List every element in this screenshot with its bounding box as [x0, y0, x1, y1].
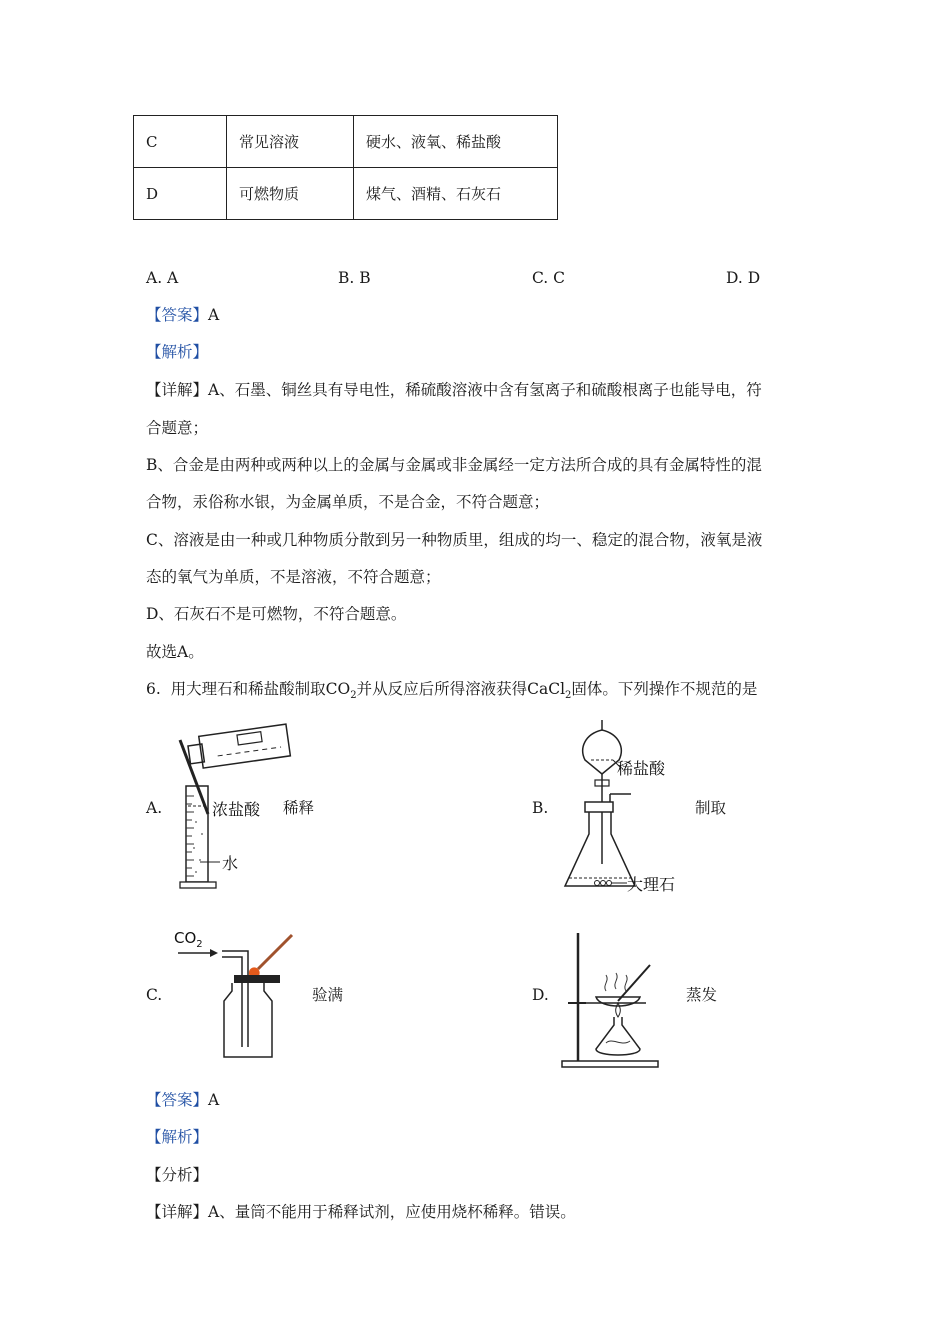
label-conc-hcl: 浓盐酸 [212, 800, 261, 819]
option-b-caption: 制取 [695, 799, 727, 817]
option-a-caption: 稀释 [283, 799, 315, 817]
detail-tag: 【详解】 [146, 381, 209, 399]
table-cell-items: 煤气、酒精、石灰石 [354, 168, 558, 220]
explanation-line: 合题意； [146, 419, 209, 437]
detail-line [146, 1202, 576, 1222]
table-row [134, 168, 558, 220]
table-cell-letter: C [134, 116, 227, 168]
option-a: A. A [146, 269, 179, 287]
table-row [134, 116, 558, 168]
question-number: 6. [146, 680, 161, 698]
option-d: D. D [726, 269, 761, 287]
analysis-tag: 【解析】 [146, 343, 209, 361]
explanation-line: B、合金是由两种或两种以上的金属与金属或非金属经一定方法所合成的具有金属特性的混 [146, 456, 762, 474]
table-cell-items: 硬水、液氧、稀盐酸 [354, 116, 558, 168]
question-table [133, 115, 558, 220]
evaporation-diagram [556, 925, 666, 1070]
analysis-tag: 【解析】 [146, 1128, 209, 1146]
answer-value: A [208, 306, 220, 324]
label-water: 水 [222, 854, 239, 873]
option-a-letter: A. [146, 799, 163, 817]
question-stem: 6. 用大理石和稀盐酸制取$CO_2$并从反应后所得溶液获得CaCl$_2$固体。下列操作不规范的是 [146, 680, 758, 702]
answer-tag: 【答案】 [146, 1091, 209, 1109]
table-cell-category: 可燃物质 [227, 168, 354, 220]
option-d-caption: 蒸发 [686, 986, 718, 1004]
explanation-line: C、溶液是由一种或几种物质分散到另一种物质里，组成的均一、稳定的混合物，液氧是液 [146, 531, 763, 549]
answer-value: A [208, 1091, 220, 1109]
option-c-letter: C. [146, 986, 163, 1004]
generation-diagram [555, 716, 705, 898]
option-c-caption: 验满 [312, 986, 344, 1004]
option-b-letter: B. [532, 799, 549, 817]
table-cell-letter: D [134, 168, 227, 220]
explanation-line: A、石墨、铜丝具有导电性，稀硫酸溶液中含有氢离子和硫酸根离子也能导电，符 [208, 381, 762, 399]
answer-tag: 【答案】 [146, 306, 209, 324]
label-marble: 大理石 [627, 875, 676, 894]
answer-line [146, 305, 219, 325]
label-dilute-hcl: 稀盐酸 [617, 759, 666, 778]
detail-tag: 【详解】 [146, 1203, 209, 1221]
option-d-letter: D. [532, 986, 549, 1004]
option-b: B. B [338, 269, 371, 287]
label-co2: $CO_2$ [174, 929, 203, 950]
explanation-line: 故选A。 [146, 643, 204, 661]
reagent-bottle [187, 724, 290, 770]
option-c: C. C [532, 269, 566, 287]
explanation-line: D、石灰石不是可燃物，不符合题意。 [146, 605, 407, 623]
detail-line [146, 380, 762, 400]
explanation-line: A、量筒不能用于稀释试剂，应使用烧杯稀释。错误。 [208, 1203, 576, 1221]
fenxi-tag: 【分析】 [146, 1166, 209, 1184]
explanation-line: 合物，汞俗称水银，为金属单质，不是合金，不符合题意； [146, 493, 550, 511]
table-cell-category: 常见溶液 [227, 116, 354, 168]
explanation-line: 态的氧气为单质，不是溶液，不符合题意； [146, 568, 441, 586]
check-full-diagram [170, 925, 310, 1065]
answer-line [146, 1090, 219, 1110]
